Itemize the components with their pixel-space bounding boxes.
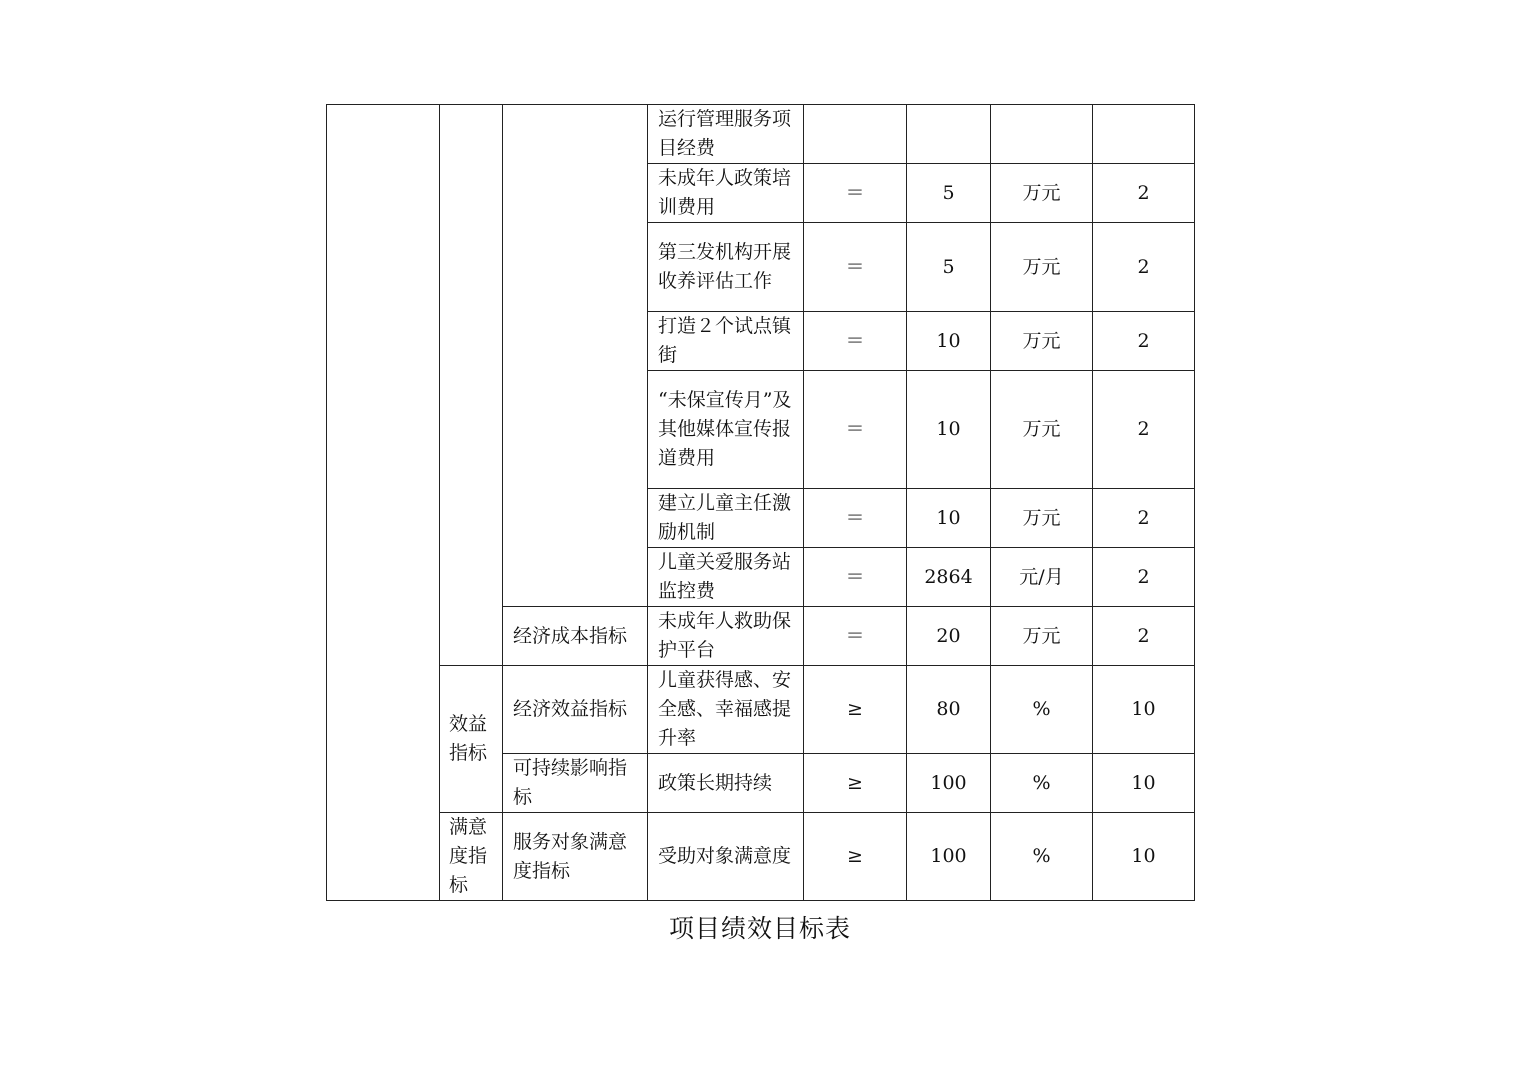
score-cell: 2 — [1093, 312, 1195, 371]
score-cell: 2 — [1093, 548, 1195, 607]
value-cell: 10 — [907, 371, 991, 489]
operator-cell: ＝ — [804, 223, 907, 312]
score-cell: 10 — [1093, 666, 1195, 754]
score-cell: 2 — [1093, 607, 1195, 666]
unit-cell: 万元 — [991, 371, 1093, 489]
level1-benefit-cell: 效益指标 — [440, 666, 503, 813]
indicator-cell: 未成年人救助保护平台 — [648, 607, 804, 666]
level2-cost-cell — [503, 105, 648, 607]
value-cell: 10 — [907, 312, 991, 371]
score-cell: 10 — [1093, 754, 1195, 813]
indicator-cell: 运行管理服务项目经费 — [648, 105, 804, 164]
indicator-cell: 第三发机构开展收养评估工作 — [648, 223, 804, 312]
unit-cell: 元/月 — [991, 548, 1093, 607]
operator-cell — [804, 105, 907, 164]
value-cell — [907, 105, 991, 164]
level1-satisfaction-cell: 满意度指标 — [440, 813, 503, 901]
operator-cell: ≥ — [804, 666, 907, 754]
indicator-cell: “未保宣传月”及其他媒体宣传报道费用 — [648, 371, 804, 489]
table-row — [327, 105, 1195, 164]
level2-sustainable-impact-cell: 可持续影响指标 — [503, 754, 648, 813]
indicator-cell: 受助对象满意度 — [648, 813, 804, 901]
score-cell: 2 — [1093, 164, 1195, 223]
unit-cell: 万元 — [991, 164, 1093, 223]
unit-cell: 万元 — [991, 312, 1093, 371]
table-row — [327, 813, 1195, 901]
unit-cell: 万元 — [991, 489, 1093, 548]
score-cell: 2 — [1093, 489, 1195, 548]
indicator-cell: 打造２个试点镇街 — [648, 312, 804, 371]
value-cell: 10 — [907, 489, 991, 548]
operator-cell: ＝ — [804, 489, 907, 548]
level2-service-satisfaction-cell: 服务对象满意度指标 — [503, 813, 648, 901]
level2-economic-cost-cell: 经济成本指标 — [503, 607, 648, 666]
value-cell: 80 — [907, 666, 991, 754]
value-cell: 5 — [907, 164, 991, 223]
indicator-cell: 建立儿童主任激励机制 — [648, 489, 804, 548]
unit-cell: 万元 — [991, 223, 1093, 312]
indicator-cell: 未成年人政策培训费用 — [648, 164, 804, 223]
project-cell — [327, 105, 440, 901]
score-cell: 10 — [1093, 813, 1195, 901]
value-cell: 100 — [907, 813, 991, 901]
operator-cell: ＝ — [804, 164, 907, 223]
indicator-cell: 儿童获得感、安全感、幸福感提升率 — [648, 666, 804, 754]
operator-cell: ＝ — [804, 312, 907, 371]
unit-cell: 万元 — [991, 607, 1093, 666]
score-cell: 2 — [1093, 371, 1195, 489]
indicator-cell: 政策长期持续 — [648, 754, 804, 813]
unit-cell: % — [991, 813, 1093, 901]
indicator-cell: 儿童关爱服务站监控费 — [648, 548, 804, 607]
operator-cell: ≥ — [804, 754, 907, 813]
operator-cell: ＝ — [804, 371, 907, 489]
value-cell: 5 — [907, 223, 991, 312]
value-cell: 100 — [907, 754, 991, 813]
value-cell: 2864 — [907, 548, 991, 607]
level2-economic-benefit-cell: 经济效益指标 — [503, 666, 648, 754]
value-cell: 20 — [907, 607, 991, 666]
unit-cell: % — [991, 754, 1093, 813]
operator-cell: ＝ — [804, 607, 907, 666]
table-caption: 项目绩效目标表 — [668, 914, 851, 943]
unit-cell — [991, 105, 1093, 164]
score-cell: 2 — [1093, 223, 1195, 312]
table-row — [327, 666, 1195, 754]
level1-output-cell — [440, 105, 503, 666]
unit-cell: % — [991, 666, 1093, 754]
performance-table — [326, 104, 1195, 901]
operator-cell: ＝ — [804, 548, 907, 607]
score-cell — [1093, 105, 1195, 164]
operator-cell: ≥ — [804, 813, 907, 901]
